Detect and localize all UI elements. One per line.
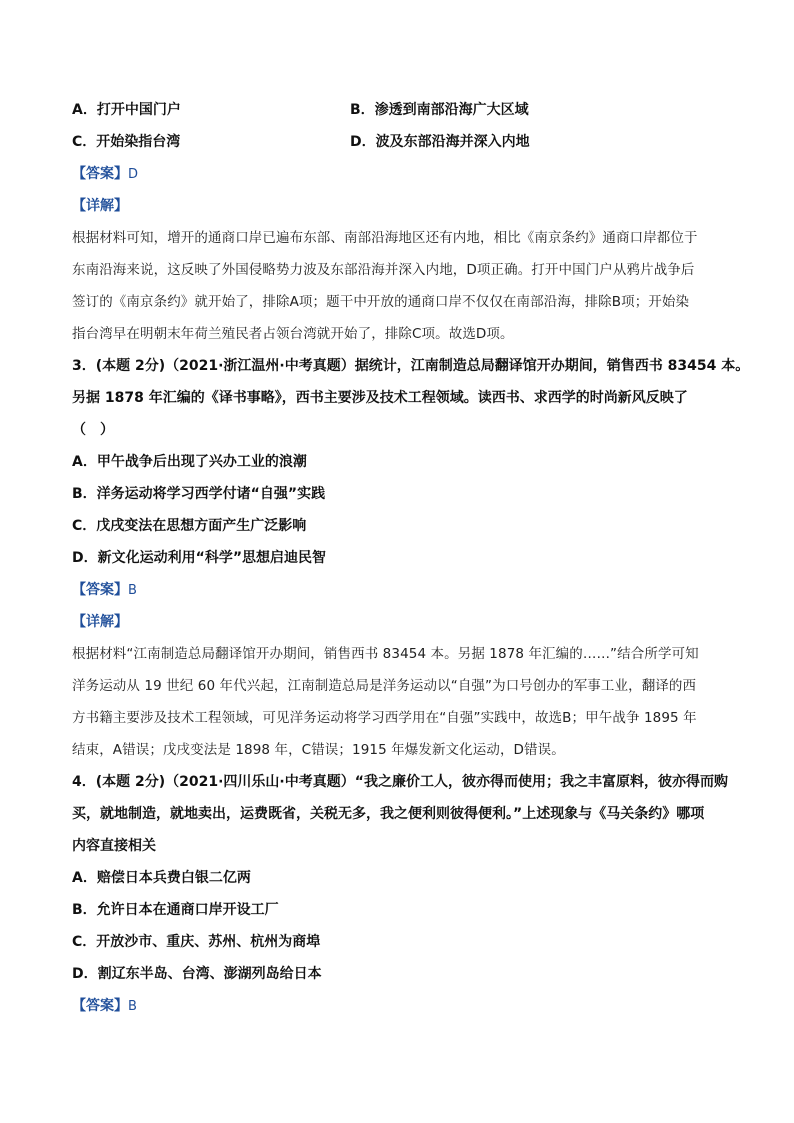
q2-explanation-line: 东南沿海来说，这反映了外国侵略势力波及东部沿海并深入内地，D项正确。打开中国门户从鸦片战争后 bbox=[72, 262, 695, 278]
answer-label: 【答案】 bbox=[72, 582, 128, 598]
answer-label: 【答案】 bbox=[72, 166, 128, 182]
q3-stem-line: （ ） bbox=[72, 422, 114, 438]
q3-option-d: D．新文化运动利用“科学”思想启迪民智 bbox=[72, 550, 327, 566]
answer-value: B bbox=[128, 583, 137, 598]
answer-value: B bbox=[128, 999, 137, 1014]
q4-option-d: D．割辽东半岛、台湾、澎湖列岛给日本 bbox=[72, 966, 322, 982]
q3-answer bbox=[72, 580, 137, 601]
q4-stem-line: 内容直接相关 bbox=[72, 838, 156, 854]
q3-explanation-line: 根据材料“江南制造总局翻译馆开办期间，销售西书 83454 本。另据 1878 年汇编的……”结合所学可知 bbox=[72, 646, 699, 662]
q4-stem-line: 买，就地制造，就地卖出，运费既省，关税无多，我之便利则彼得便利。”上述现象与《马关条约》哪项 bbox=[72, 806, 705, 822]
q2-detail-label: 【详解】 bbox=[72, 198, 128, 214]
q2-option-c: C．开始染指台湾 bbox=[72, 134, 181, 150]
q2-option-d: D．波及东部沿海并深入内地 bbox=[350, 134, 530, 150]
q4-stem-line: 4．(本题 2分)（2021·四川乐山·中考真题）“我之廉价工人，彼亦得而使用；我之丰富原料，彼亦得而购 bbox=[72, 774, 728, 790]
q4-option-c: C．开放沙市、重庆、苏州、杭州为商埠 bbox=[72, 934, 321, 950]
q3-option-b: B．洋务运动将学习西学付诸“自强”实践 bbox=[72, 486, 326, 502]
q3-option-a: A．甲午战争后出现了兴办工业的浪潮 bbox=[72, 454, 307, 470]
q3-stem-line: 3．(本题 2分)（2021·浙江温州·中考真题）据统计，江南制造总局翻译馆开办期间，销售西书 83454 本。 bbox=[72, 358, 750, 374]
q2-explanation-line: 根据材料可知，增开的通商口岸已遍布东部、南部沿海地区还有内地，相比《南京条约》通商口岸都位于 bbox=[72, 230, 698, 246]
q4-option-b: B．允许日本在通商口岸开设工厂 bbox=[72, 902, 279, 918]
q3-stem-line: 另据 1878 年汇编的《译书事略》，西书主要涉及技术工程领域。读西书、求西学的时尚新风反映了 bbox=[72, 390, 688, 406]
answer-value: D bbox=[128, 167, 139, 182]
q2-explanation-line: 指台湾早在明朝末年荷兰殖民者占领台湾就开始了，排除C项。故选D项。 bbox=[72, 326, 514, 342]
q3-detail-label: 【详解】 bbox=[72, 614, 128, 630]
q2-answer bbox=[72, 164, 138, 185]
answer-label: 【答案】 bbox=[72, 998, 128, 1014]
q3-option-c: C．戊戌变法在思想方面产生广泛影响 bbox=[72, 518, 307, 534]
q3-explanation-line: 洋务运动从 19 世纪 60 年代兴起，江南制造总局是洋务运动以“自强”为口号创办的军事工业，翻译的西 bbox=[72, 678, 697, 694]
q3-explanation-line: 方书籍主要涉及技术工程领域，可见洋务运动将学习西学用在“自强”实践中，故选B；甲午战争 1895 年 bbox=[72, 710, 697, 726]
q2-option-b: B．渗透到南部沿海广大区域 bbox=[350, 102, 529, 118]
q2-explanation-line: 签订的《南京条约》就开始了，排除A项；题干中开放的通商口岸不仅仅在南部沿海，排除B项；开始染 bbox=[72, 294, 690, 310]
q4-option-a: A．赔偿日本兵费白银二亿两 bbox=[72, 870, 251, 886]
q4-answer bbox=[72, 996, 137, 1017]
q3-explanation-line: 结束，A错误；戊戌变法是 1898 年，C错误；1915 年爆发新文化运动，D错误。 bbox=[72, 742, 565, 758]
q2-option-a: A．打开中国门户 bbox=[72, 102, 181, 118]
